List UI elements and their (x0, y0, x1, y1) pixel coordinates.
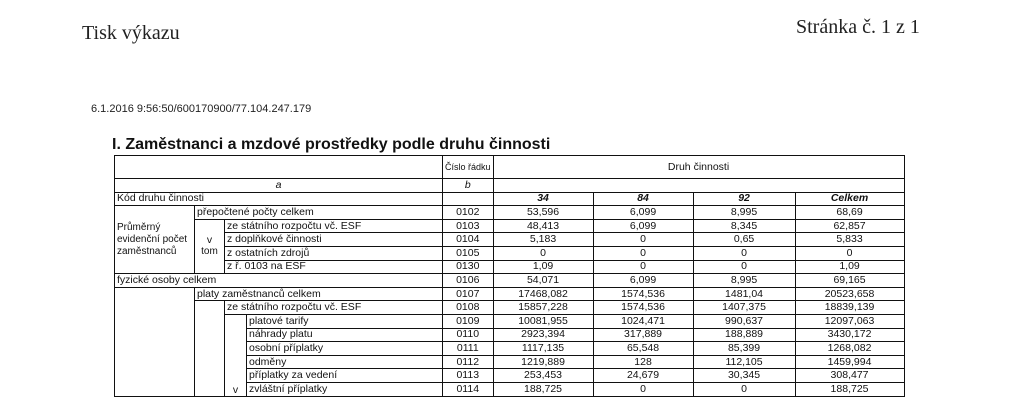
table-row (115, 314, 905, 328)
row-label: z ř. 0103 na ESF (225, 260, 443, 274)
table-row (115, 274, 905, 288)
table-row (115, 206, 905, 220)
cell-value: 0 (593, 246, 693, 260)
cell-value: 0,65 (693, 233, 795, 247)
row-label: náhrady platu (247, 328, 443, 342)
activity-code-34: 34 (493, 192, 593, 206)
cell-value: 1407,375 (693, 301, 795, 315)
row-label: příplatky za vedení (247, 369, 443, 383)
cell-value: 308,477 (795, 369, 904, 383)
cell-value: 1024,471 (593, 314, 693, 328)
cell-value: 48,413 (493, 219, 593, 233)
header-row (115, 156, 905, 179)
cell-value: 8,995 (693, 274, 795, 288)
cell-value: 0 (593, 260, 693, 274)
row-label: fyzické osoby celkem (115, 274, 443, 288)
print-stamp: 6.1.2016 9:56:50/600170900/77.104.247.179 (91, 103, 312, 115)
row-code: 0108 (443, 301, 494, 315)
cell-value: 1219,889 (493, 355, 593, 369)
cell-value: 0 (795, 246, 904, 260)
cell-value: 188,889 (693, 328, 795, 342)
col-b-label: b (443, 179, 494, 193)
cell-value: 990,637 (693, 314, 795, 328)
section-title: I. Zaměstnanci a mzdové prostředky podle druhu činnosti (112, 136, 551, 153)
table-row (115, 260, 905, 274)
table-row (115, 219, 905, 233)
row-label: ze státního rozpočtu vč. ESF (225, 219, 443, 233)
wages-sub-blank (195, 301, 225, 396)
cell-value: 188,725 (493, 382, 593, 396)
row-number-header: Číslo řádku (443, 156, 494, 179)
v-tom-label (195, 219, 225, 273)
cell-value: 17468,082 (493, 287, 593, 301)
cell-value: 18839,139 (795, 301, 904, 315)
cell-value: 20523,658 (795, 287, 904, 301)
row-code: 0106 (443, 274, 494, 288)
cell-value: 1574,536 (593, 301, 693, 315)
row-label: odměny (247, 355, 443, 369)
cell-value: 1574,536 (593, 287, 693, 301)
row-code: 0102 (443, 206, 494, 220)
row-code: 0104 (443, 233, 494, 247)
cell-value: 1,09 (493, 260, 593, 274)
row-label: platové tarify (247, 314, 443, 328)
cell-value: 1268,082 (795, 342, 904, 356)
row-code: 0113 (443, 369, 494, 383)
cell-value: 3430,172 (795, 328, 904, 342)
v-label-wages: v (225, 314, 247, 396)
row-code: 0130 (443, 260, 494, 274)
row-label: zvláštní příplatky (247, 382, 443, 396)
cell-value: 8,995 (693, 206, 795, 220)
letter-blank (493, 179, 904, 193)
cell-value: 6,099 (593, 219, 693, 233)
cell-value: 8,345 (693, 219, 795, 233)
cell-value: 0 (693, 382, 795, 396)
row-code: 0114 (443, 382, 494, 396)
cell-value: 1481,04 (693, 287, 795, 301)
page-counter: Stránka č. 1 z 1 (796, 16, 920, 38)
cell-value: 5,833 (795, 233, 904, 247)
activity-header: Druh činnosti (493, 156, 904, 179)
activity-code-84: 84 (593, 192, 693, 206)
table-row (115, 233, 905, 247)
cell-value: 112,105 (693, 355, 795, 369)
cell-value: 0 (693, 260, 795, 274)
activity-code-row (115, 192, 905, 206)
table-row (115, 287, 905, 301)
cell-value: 1117,135 (493, 342, 593, 356)
cell-value: 2923,394 (493, 328, 593, 342)
col-a-label: a (115, 179, 443, 193)
cell-value: 65,548 (593, 342, 693, 356)
employees-wages-table (114, 155, 905, 397)
column-letter-row (115, 179, 905, 193)
avg-employees-group-label: Průměrný evidenční počet zaměstnanců (115, 206, 195, 274)
code-blank (443, 192, 494, 206)
cell-value: 53,596 (493, 206, 593, 220)
cell-value: 68,69 (795, 206, 904, 220)
cell-value: 0 (593, 382, 693, 396)
cell-value: 0 (493, 246, 593, 260)
row-label: z doplňkové činnosti (225, 233, 443, 247)
activity-code-total: Celkem (795, 192, 904, 206)
cell-value: 0 (693, 246, 795, 260)
cell-value: 85,399 (693, 342, 795, 356)
v-label: v (206, 234, 213, 247)
row-label: osobní příplatky (247, 342, 443, 356)
row-code: 0107 (443, 287, 494, 301)
cell-value: 5,183 (493, 233, 593, 247)
cell-value: 24,679 (593, 369, 693, 383)
cell-value: 62,857 (795, 219, 904, 233)
row-code: 0111 (443, 342, 494, 356)
cell-value: 30,345 (693, 369, 795, 383)
cell-value: 54,071 (493, 274, 593, 288)
cell-value: 253,453 (493, 369, 593, 383)
row-code: 0103 (443, 219, 494, 233)
row-code: 0112 (443, 355, 494, 369)
row-label: z ostatních zdrojů (225, 246, 443, 260)
cell-value: 1,09 (795, 260, 904, 274)
table-row (115, 246, 905, 260)
header-blank (115, 156, 443, 179)
tom-label: tom (201, 246, 218, 258)
report-title: Tisk výkazu (82, 22, 180, 44)
row-label: ze státního rozpočtu vč. ESF (225, 301, 443, 315)
row-label: přepočtené počty celkem (195, 206, 443, 220)
cell-value: 317,889 (593, 328, 693, 342)
row-code: 0105 (443, 246, 494, 260)
cell-value: 188,725 (795, 382, 904, 396)
cell-value: 10081,955 (493, 314, 593, 328)
cell-value: 69,165 (795, 274, 904, 288)
code-label: Kód druhu činnosti (115, 192, 443, 206)
cell-value: 6,099 (593, 206, 693, 220)
cell-value: 0 (593, 233, 693, 247)
wages-group-blank (115, 287, 195, 396)
row-code: 0109 (443, 314, 494, 328)
row-label: platy zaměstnanců celkem (195, 287, 443, 301)
activity-code-92: 92 (693, 192, 795, 206)
cell-value: 12097,063 (795, 314, 904, 328)
cell-value: 6,099 (593, 274, 693, 288)
cell-value: 1459,994 (795, 355, 904, 369)
row-code: 0110 (443, 328, 494, 342)
table-row (115, 301, 905, 315)
cell-value: 128 (593, 355, 693, 369)
cell-value: 15857,228 (493, 301, 593, 315)
